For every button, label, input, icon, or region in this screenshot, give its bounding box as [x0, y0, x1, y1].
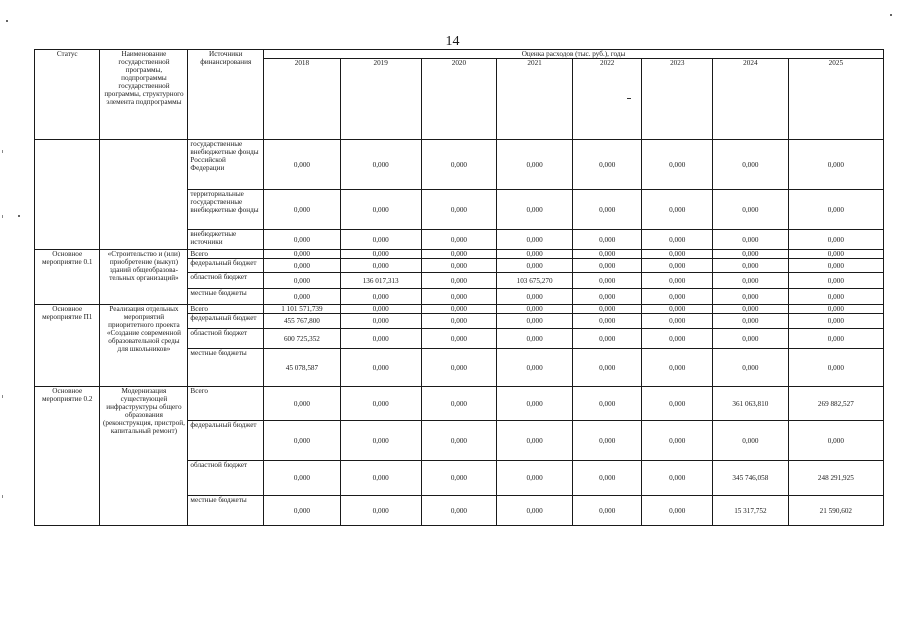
value-cell: 0,000	[340, 305, 421, 314]
value-cell: 0,000	[572, 314, 642, 329]
value-cell: 0,000	[340, 329, 421, 349]
value-cell: 0,000	[642, 461, 713, 496]
header-year: 2024	[713, 59, 789, 140]
status-cell: Основное мероприятие 0.1	[35, 250, 100, 305]
value-cell: 0,000	[421, 190, 497, 230]
activity-name-cell: Реализация отдельных мероприятий приоритетного проекта «Создание современной образовательной среды для школьников»	[100, 305, 188, 387]
value-cell: 0,000	[713, 289, 789, 305]
value-cell: 0,000	[264, 140, 341, 190]
value-cell: 0,000	[497, 289, 573, 305]
value-cell: 0,000	[340, 259, 421, 273]
value-cell: 0,000	[713, 273, 789, 289]
funding-source-cell: местные бюджеты	[188, 349, 264, 387]
value-cell: 0,000	[713, 305, 789, 314]
funding-source-cell: местные бюджеты	[188, 496, 264, 526]
value-cell: 0,000	[340, 250, 421, 259]
table-row	[35, 140, 884, 190]
scan-speck	[6, 20, 8, 22]
value-cell: 0,000	[788, 305, 883, 314]
funding-source-cell: областной бюджет	[188, 273, 264, 289]
value-cell: 0,000	[642, 259, 713, 273]
value-cell: 0,000	[788, 329, 883, 349]
value-cell: 345 746,058	[713, 461, 789, 496]
value-cell: 0,000	[572, 349, 642, 387]
header-year: 2019	[340, 59, 421, 140]
funding-source-cell: Всего	[188, 387, 264, 421]
value-cell: 248 291,925	[788, 461, 883, 496]
header-year: 2021	[497, 59, 573, 140]
value-cell: 0,000	[713, 230, 789, 250]
scan-edge-mark	[2, 495, 3, 498]
value-cell: 0,000	[788, 140, 883, 190]
value-cell: 0,000	[497, 496, 573, 526]
value-cell: 0,000	[642, 305, 713, 314]
value-cell: 0,000	[421, 289, 497, 305]
value-cell: 0,000	[713, 250, 789, 259]
value-cell: 0,000	[264, 273, 341, 289]
value-cell: 361 063,810	[713, 387, 789, 421]
value-cell: 0,000	[421, 329, 497, 349]
value-cell: 0,000	[421, 387, 497, 421]
value-cell: 0,000	[572, 259, 642, 273]
value-cell: 0,000	[264, 496, 341, 526]
activity-name-cell: Модернизация существующей инфраструктуры общего образования (реконструкция, пристрой, капитальный ремонт)	[100, 387, 188, 526]
value-cell: 0,000	[713, 349, 789, 387]
value-cell: 0,000	[340, 349, 421, 387]
value-cell: 0,000	[713, 259, 789, 273]
value-cell: 0,000	[421, 230, 497, 250]
value-cell: 0,000	[642, 140, 713, 190]
value-cell: 269 882,527	[788, 387, 883, 421]
value-cell: 0,000	[572, 387, 642, 421]
header-year: 2025	[788, 59, 883, 140]
value-cell: 15 317,752	[713, 496, 789, 526]
scan-edge-mark	[2, 215, 3, 218]
status-cell: Основное мероприятие П1	[35, 305, 100, 387]
value-cell: 0,000	[713, 329, 789, 349]
header-year: 2020	[421, 59, 497, 140]
value-cell: 0,000	[421, 314, 497, 329]
value-cell: 0,000	[713, 314, 789, 329]
funding-source-cell: внебюджетные источники	[188, 230, 264, 250]
value-cell: 0,000	[572, 230, 642, 250]
value-cell: 0,000	[340, 387, 421, 421]
funding-source-cell: государственные внебюджетные фонды Российской Федерации	[188, 140, 264, 190]
value-cell: 0,000	[572, 496, 642, 526]
value-cell: 0,000	[642, 230, 713, 250]
value-cell: 0,000	[421, 250, 497, 259]
funding-source-cell: местные бюджеты	[188, 289, 264, 305]
value-cell: 0,000	[340, 421, 421, 461]
value-cell: 0,000	[340, 314, 421, 329]
value-cell: 45 078,587	[264, 349, 341, 387]
funding-source-cell: Всего	[188, 305, 264, 314]
value-cell: 0,000	[572, 421, 642, 461]
value-cell: 0,000	[497, 314, 573, 329]
table-row	[35, 305, 884, 314]
value-cell: 0,000	[497, 190, 573, 230]
value-cell: 0,000	[642, 273, 713, 289]
funding-source-cell: Всего	[188, 250, 264, 259]
value-cell: 136 017,313	[340, 273, 421, 289]
value-cell: 0,000	[264, 387, 341, 421]
value-cell: 0,000	[497, 421, 573, 461]
value-cell: 0,000	[642, 496, 713, 526]
value-cell: 0,000	[572, 250, 642, 259]
table-body	[35, 50, 884, 526]
funding-source-cell: федеральный бюджет	[188, 259, 264, 273]
value-cell: 0,000	[264, 250, 341, 259]
value-cell: 0,000	[788, 314, 883, 329]
value-cell: 0,000	[642, 421, 713, 461]
value-cell: 0,000	[642, 329, 713, 349]
value-cell: 0,000	[497, 250, 573, 259]
funding-source-cell: федеральный бюджет	[188, 421, 264, 461]
header-sources: Источники финансирования	[188, 50, 264, 140]
header-year: 2023	[642, 59, 713, 140]
value-cell: 0,000	[264, 259, 341, 273]
value-cell: 0,000	[788, 259, 883, 273]
value-cell: 0,000	[421, 305, 497, 314]
header-status: Статус	[35, 50, 100, 140]
value-cell: 0,000	[497, 305, 573, 314]
scan-edge-mark	[2, 150, 3, 153]
header-estimate: Оценка расходов (тыс. руб.), годы	[264, 50, 884, 59]
value-cell: 0,000	[572, 190, 642, 230]
value-cell: 0,000	[497, 230, 573, 250]
value-cell: 0,000	[713, 140, 789, 190]
value-cell: 21 590,602	[788, 496, 883, 526]
value-cell: 0,000	[572, 289, 642, 305]
value-cell: 0,000	[713, 190, 789, 230]
value-cell: 0,000	[642, 250, 713, 259]
value-cell: 0,000	[642, 349, 713, 387]
funding-source-cell: областной бюджет	[188, 461, 264, 496]
value-cell: 0,000	[497, 329, 573, 349]
table-row	[35, 250, 884, 259]
value-cell: 0,000	[788, 289, 883, 305]
value-cell: 0,000	[264, 289, 341, 305]
value-cell: 1 101 571,739	[264, 305, 341, 314]
value-cell: 0,000	[497, 461, 573, 496]
header-year: 2022	[572, 59, 642, 140]
value-cell: 0,000	[264, 421, 341, 461]
value-cell: 0,000	[421, 461, 497, 496]
value-cell: 0,000	[572, 329, 642, 349]
header-row	[35, 50, 884, 59]
value-cell: 455 767,800	[264, 314, 341, 329]
value-cell: 0,000	[572, 140, 642, 190]
header-name: Наименование государственной программы, подпрограммы государственной программы, структурного элемента подпрограммы	[100, 50, 188, 140]
value-cell: 103 675,270	[497, 273, 573, 289]
value-cell: 0,000	[788, 190, 883, 230]
value-cell: 0,000	[340, 496, 421, 526]
activity-name-cell: «Строительство и (или) приобретение (выкуп) зданий общеобразова-тельных организаций»	[100, 250, 188, 305]
value-cell: 0,000	[421, 140, 497, 190]
value-cell: 0,000	[788, 230, 883, 250]
value-cell: 0,000	[340, 461, 421, 496]
value-cell: 0,000	[497, 349, 573, 387]
value-cell: 0,000	[421, 259, 497, 273]
budget-table	[34, 49, 884, 526]
value-cell: 0,000	[642, 190, 713, 230]
value-cell: 0,000	[421, 273, 497, 289]
funding-source-cell: областной бюджет	[188, 329, 264, 349]
blank-status-cell	[35, 140, 100, 250]
value-cell: 0,000	[340, 140, 421, 190]
value-cell: 0,000	[264, 230, 341, 250]
scan-edge-mark	[2, 395, 3, 398]
value-cell: 0,000	[642, 314, 713, 329]
value-cell: 0,000	[788, 250, 883, 259]
status-cell: Основное мероприятие 0.2	[35, 387, 100, 526]
value-cell: 0,000	[497, 259, 573, 273]
value-cell: 0,000	[340, 190, 421, 230]
value-cell: 0,000	[421, 496, 497, 526]
scan-speck	[18, 215, 20, 217]
value-cell: 0,000	[340, 289, 421, 305]
value-cell: 0,000	[788, 421, 883, 461]
value-cell: 0,000	[713, 421, 789, 461]
value-cell: 600 725,352	[264, 329, 341, 349]
value-cell: 0,000	[572, 305, 642, 314]
value-cell: 0,000	[264, 190, 341, 230]
value-cell: 0,000	[788, 349, 883, 387]
value-cell: 0,000	[642, 387, 713, 421]
funding-source-cell: федеральный бюджет	[188, 314, 264, 329]
table-row	[35, 387, 884, 421]
value-cell: 0,000	[421, 421, 497, 461]
header-year: 2018	[264, 59, 341, 140]
value-cell: 0,000	[264, 461, 341, 496]
value-cell: 0,000	[572, 273, 642, 289]
value-cell: 0,000	[572, 461, 642, 496]
value-cell: 0,000	[497, 140, 573, 190]
value-cell: 0,000	[788, 273, 883, 289]
value-cell: 0,000	[340, 230, 421, 250]
value-cell: 0,000	[642, 289, 713, 305]
value-cell: 0,000	[421, 349, 497, 387]
funding-source-cell: территориальные государственные внебюджетные фонды	[188, 190, 264, 230]
scan-speck	[890, 14, 892, 16]
value-cell: 0,000	[497, 387, 573, 421]
page-number: 14	[445, 34, 460, 49]
blank-name-cell	[100, 140, 188, 250]
